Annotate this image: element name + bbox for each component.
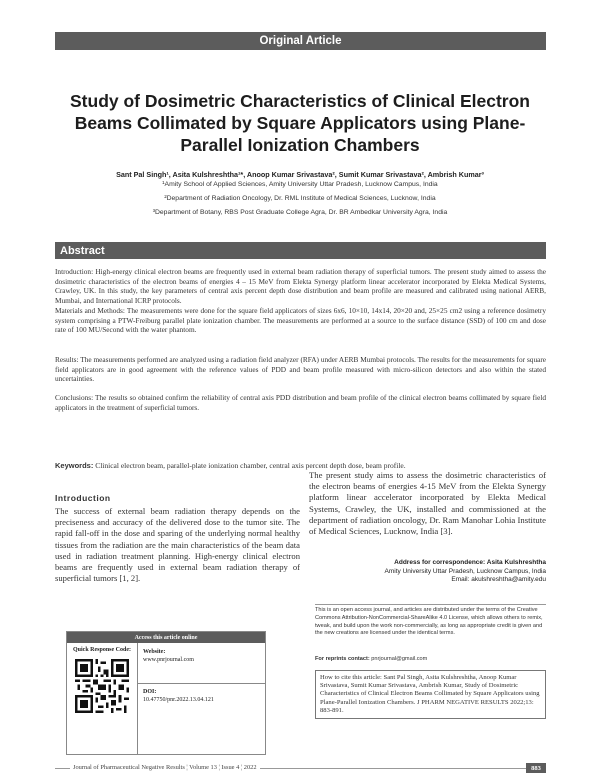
correspondence-label: Address for correspondence: Asita Kulshreshtha (394, 559, 546, 566)
qr-panel (67, 643, 138, 755)
page-number: 883 (526, 763, 546, 773)
website-link[interactable]: www.pnrjournal.com (143, 657, 194, 663)
access-divider (138, 683, 266, 684)
doi-block (143, 688, 263, 704)
correspondence-email[interactable]: Email: akulshreshtha@amity.edu (451, 576, 546, 584)
correspondence-address: Amity University Uttar Pradesh, Lucknow Campus, India (384, 567, 546, 575)
affiliation-1: ¹Amity School of Applied Sciences, Amity University Uttar Pradesh, Lucknow Campus, India (162, 181, 438, 188)
doi-label: DOI: (143, 689, 157, 695)
reprints-contact (315, 656, 427, 662)
correspondence-block (309, 559, 546, 585)
qr-label: Quick Response Code: (72, 647, 131, 653)
affiliation-3: ³Department of Botany, RBS Post Graduate College Agra, Dr. BR Ambedkar University Agra, India (152, 209, 448, 216)
keywords-label: Keywords: (55, 461, 94, 470)
doi-link[interactable]: 10.47750/pnr.2022.13.04.121 (143, 697, 214, 703)
reprints-label: For reprints contact: (315, 656, 370, 662)
abstract-results: Results: The measurements performed are analyzed using a radiation field analyzer (RFA) under AERB Mumbai protocols. The results for the measurements for square field applicators are in good agreement with the reference values of PDD and beam profile measured with micro-silicon detectors and also within the stated uncertainties. (55, 355, 546, 384)
abstract-methods: Materials and Methods: The measurements were done for the square field applicators of sizes 6x6, 10×10, 14x14, 20×20 and, 25×25 cm2 using a reference dosimetry system comprising a PTW-Freiburg parallel plate ionization chamber. The measurements are performed at a source to the surface distance (SSD) of 100 cm and dose rate of 100 MU/Second with the water phantom. (55, 306, 546, 335)
reprints-email[interactable]: pnrjournal@gmail.com (371, 656, 428, 662)
article-title: Study of Dosimetric Characteristics of Clinical Electron Beams Collimated by Square Applicators using Plane-Parallel Ionization Chambers (70, 91, 530, 155)
qr-code-icon[interactable] (75, 659, 129, 713)
website-block (143, 648, 263, 664)
license-divider (315, 604, 546, 605)
introduction-left-text: The success of external beam radiation therapy depends on the preciseness and accuracy of the delivered dose to the tumor site. The rapid fall-off in the dose and sparing of the underlying normal healthy tissues from the radiation are the main characteristics of the beam data used in radiation treatment planning. High-energy clinical electron beams are frequently used in external beam radiation therapy of superficial tumors [1, 2]. (55, 506, 300, 584)
how-to-cite-box: How to cite this article: Sant Pal Singh, Asita Kulshreshtha, Anoop Kumar Srivastava, Sumit Kumar Srivastava, Ambrish Kumar, Study of Dosimetric Characteristics of Clinical Electron Beams Collimated by Square Applicators using Plane-Parallel Ionization Chambers. J PHARM NEGATIVE RESULTS 2022;13: 883-891. (315, 670, 546, 719)
abstract-conclusions: Conclusions: The results so obtained confirm the reliability of central axis PDD distribution and beam profile of the clinical electron beams collimated by square field applicators in the treatment of superficial tumors. (55, 393, 546, 412)
abstract-introduction: Introduction: High-energy clinical electron beams are frequently used in external beam radiation therapy of superficial tumors. The present study aimed to assess the dosimetric characteristics of the electron beams of energies 4 – 15 MeV from Elekta Synergy platform linear accelerator incorporated by Elekta Medical Systems, Crawley, UK. In this study, the key parameters of central axis percent depth dose distribution and beam profile are measured and calibrated using national AERB, Mumbai, and International ICRP protocols. (55, 267, 546, 305)
affiliation-2: ²Department of Radiation Oncology, Dr. RML Institute of Medical Sciences, Lucknow, India (164, 195, 436, 202)
author-list: Sant Pal Singh¹, Asita Kulshreshtha¹*, Anoop Kumar Srivastava², Sumit Kumar Srivastava², Ambrish Kumar³ (116, 170, 484, 179)
introduction-heading: Introduction (55, 493, 111, 503)
keywords (55, 461, 546, 470)
abstract-heading: Abstract (55, 242, 546, 259)
introduction-right-text: The present study aims to assess the dosimetric characteristics of the electron beams of energies 4-15 MeV from the Elekta Synergy platform linear accelerator incorporated by Elekta Medical Systems, Crawley, the UK, installed and commissioned at the department of radiation oncology, Dr. Ram Manohar Lohia Institute of Medical Sciences, Lucknow, India [3]. (309, 470, 546, 537)
license-notice: This is an open access journal, and articles are distributed under the terms of the Creative Commons Attribution-NonCommercial-ShareAlike 4.0 License, which allows others to remix, tweak, and build upon the work non-commercially, as long as appropriate credit is given and the new creations are licensed under the identical terms. (315, 607, 543, 637)
access-online-heading: Access this article online (67, 632, 265, 643)
access-online-box (66, 631, 266, 755)
article-type-banner: Original Article (55, 32, 546, 50)
website-label: Website: (143, 649, 166, 655)
keywords-text: Clinical electron beam, parallel-plate ionization chamber, central axis percent depth dose, beam profile. (95, 461, 406, 470)
journal-footer: Journal of Pharmaceutical Negative Results ¦ Volume 13 ¦ Issue 4 ¦ 2022 (70, 764, 260, 771)
